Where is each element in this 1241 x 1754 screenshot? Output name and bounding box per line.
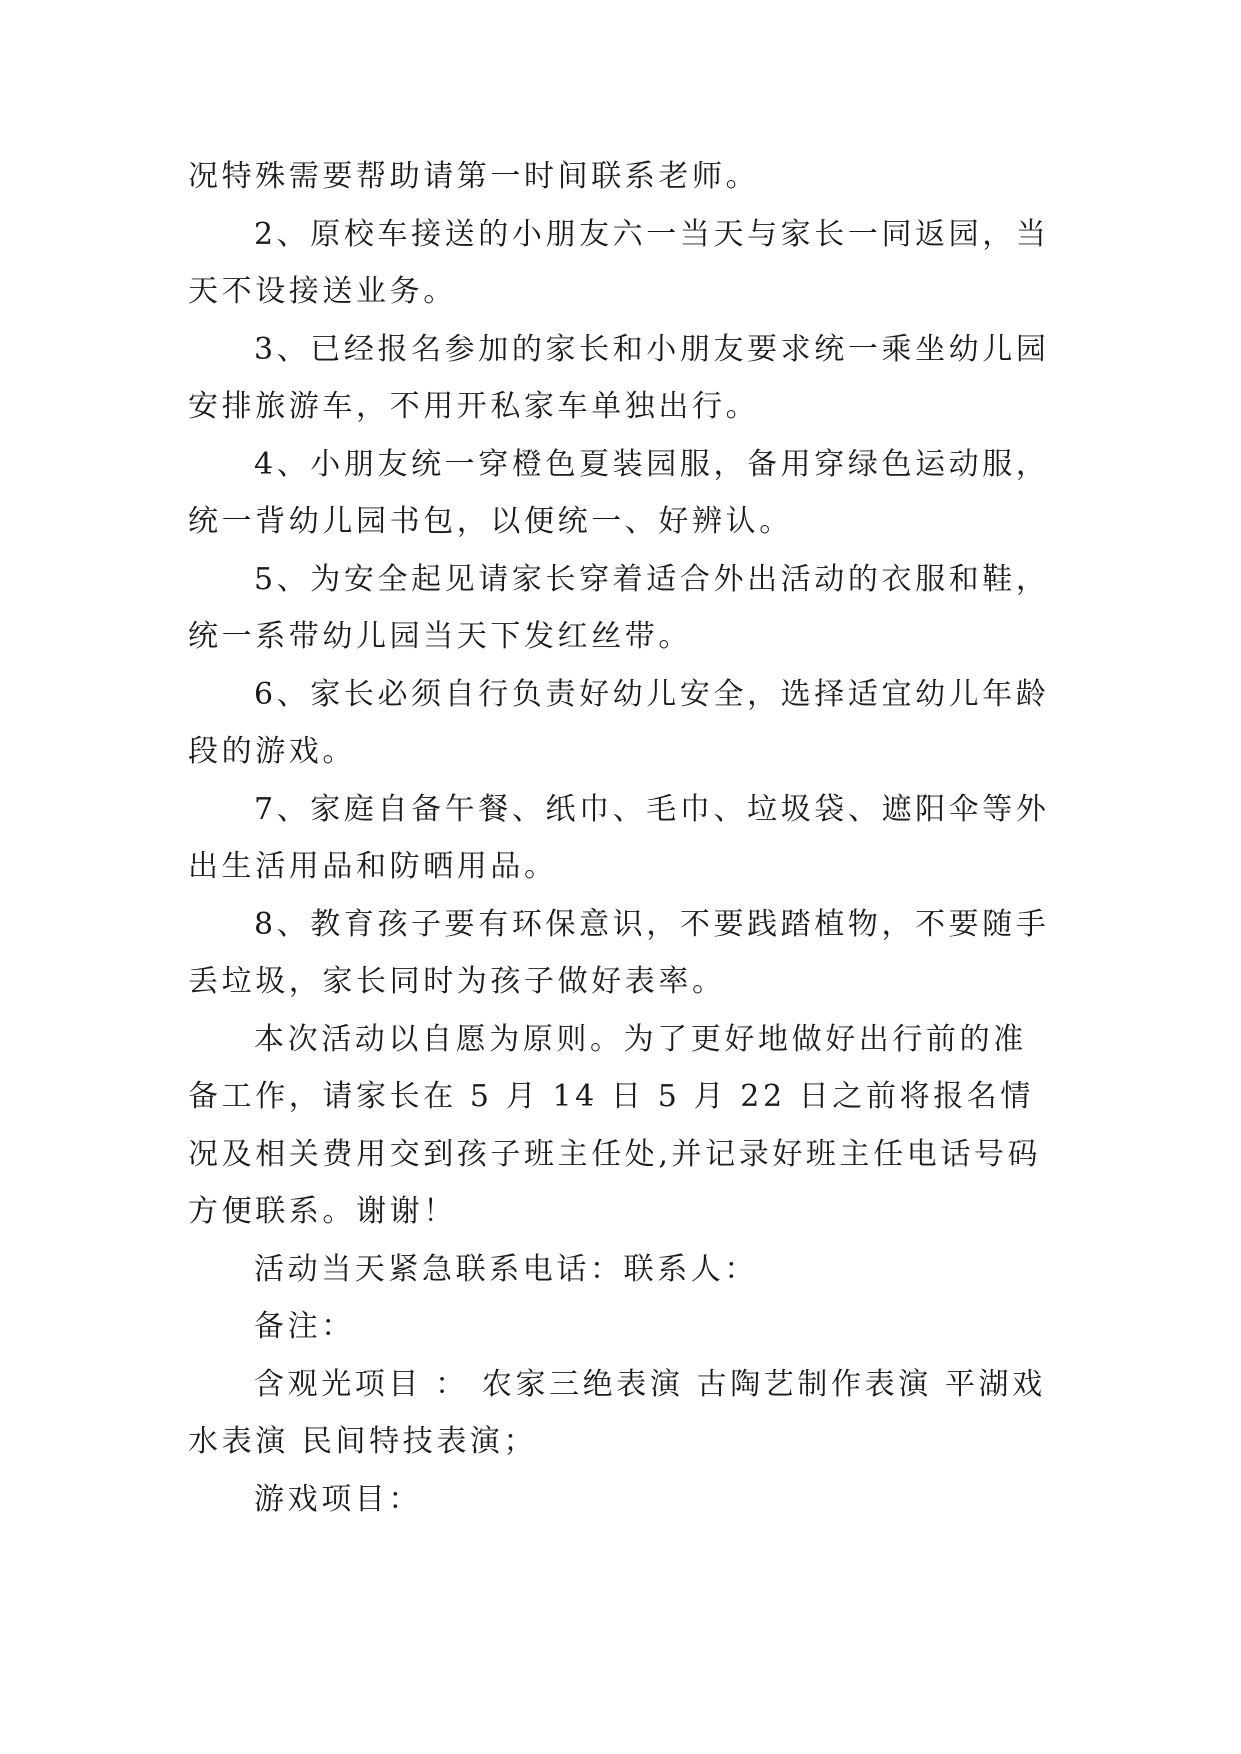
paragraph-8: 8、教育孩子要有环保意识，不要践踏植物，不要随手丢垃圾，家长同时为孩子做好表率。 (188, 906, 1050, 999)
paragraph-9: 本次活动以自愿为原则。为了更好地做好出行前的准备工作，请家长在 5 月 14 日 5 月 22 日之前将报名情况及相关费用交到孩子班主任处,并记录好班主任电话号码方便联系。谢谢！ (188, 1021, 1042, 1229)
paragraph-5: 5、为安全起见请家长穿着适合外出活动的衣服和鞋，统一系带幼儿园当天下发红丝带。 (188, 561, 1050, 654)
paragraph-7: 7、家庭自备午餐、纸巾、毛巾、垃圾袋、遮阳伞等外出生活用品和防晒用品。 (188, 791, 1050, 884)
paragraph-10: 活动当天紧急联系电话：联系人： (254, 1251, 758, 1287)
paragraph-1: 况特殊需要帮助请第一时间联系老师。 (188, 159, 760, 194)
paragraph-4: 4、小朋友统一穿橙色夏装园服，备用穿绿色运动服，统一背幼儿园书包，以便统一、好辨认。 (188, 446, 1050, 539)
paragraph-3: 3、已经报名参加的家长和小朋友要求统一乘坐幼儿园安排旅游车，不用开私家车单独出行。 (188, 331, 1050, 424)
paragraph-6: 6、家长必须自行负责好幼儿安全，选择适宜幼儿年龄段的游戏。 (188, 676, 1050, 769)
paragraph-13: 游戏项目： (254, 1481, 422, 1517)
paragraph-12: 含观光项目 ： 农家三绝表演 古陶艺制作表演 平湖戏水表演 民间特技表演； (188, 1366, 1046, 1459)
paragraph-2: 2、原校车接送的小朋友六一当天与家长一同返园，当天不设接送业务。 (188, 216, 1050, 309)
document-body (188, 148, 1056, 1528)
paragraph-11: 备注： (254, 1309, 355, 1344)
